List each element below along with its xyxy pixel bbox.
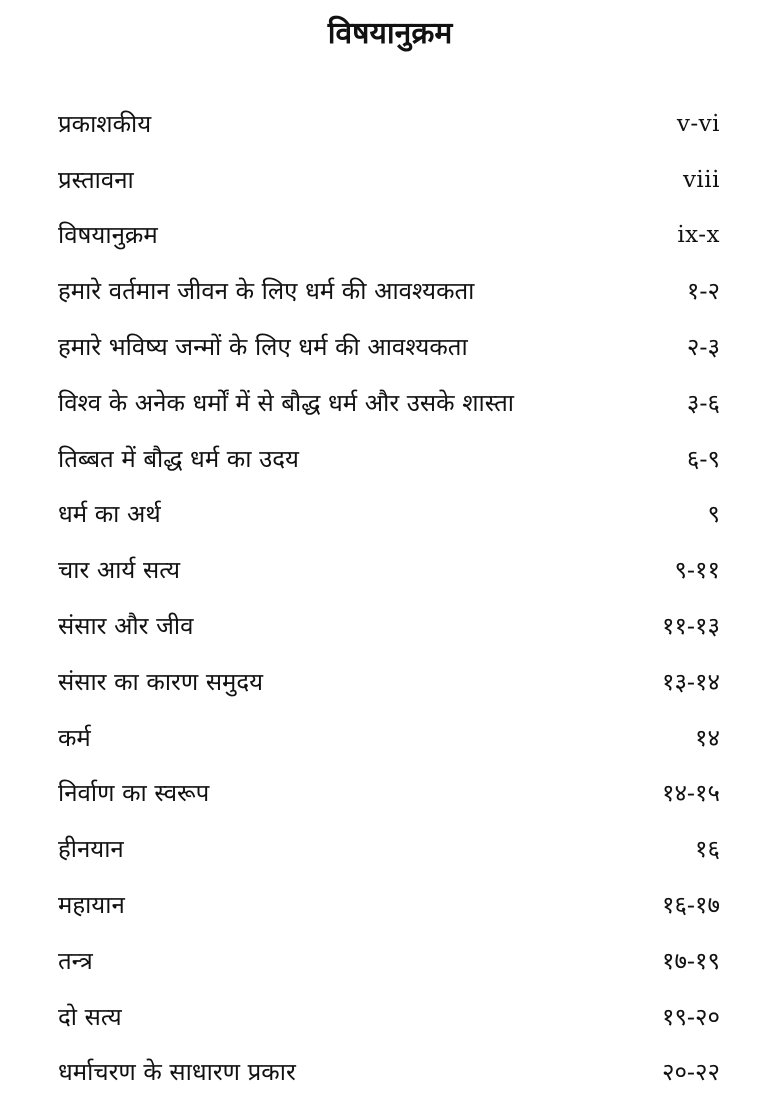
toc-entry-page: v-vi xyxy=(676,110,720,137)
toc-entry-page: ix-x xyxy=(677,222,720,249)
toc-entry-page: viii xyxy=(682,166,720,193)
toc-entry-title: संसार और जीव xyxy=(58,612,194,641)
toc-entry xyxy=(58,208,720,264)
toc-entry xyxy=(58,989,720,1045)
toc-entry-title: धर्म का अर्थ xyxy=(58,500,161,529)
toc-entry-title: कर्म xyxy=(58,723,91,752)
toc-entry-title: चार आर्य सत्य xyxy=(58,556,181,585)
toc-entry xyxy=(58,821,720,877)
toc-entry-page: ९-११ xyxy=(674,556,720,585)
toc-entry xyxy=(58,933,720,989)
toc-entry-page: १६-१७ xyxy=(661,891,720,920)
toc-entry-page: १७-१९ xyxy=(661,946,720,975)
toc-entry xyxy=(58,487,720,543)
toc-entry-page: १४-१५ xyxy=(661,779,720,808)
toc-entry xyxy=(58,152,720,208)
toc-entry-page: ६-९ xyxy=(686,444,720,473)
toc-entry xyxy=(58,375,720,431)
toc-entry-page: १४ xyxy=(695,723,720,752)
toc-entry-title: निर्वाण का स्वरूप xyxy=(58,779,210,808)
toc-entry-title: दो सत्य xyxy=(58,1002,122,1031)
toc-entry xyxy=(58,877,720,933)
table-of-contents xyxy=(58,96,720,1100)
toc-entry-page: ९ xyxy=(707,500,720,529)
toc-entry xyxy=(58,766,720,822)
toc-entry-page: ११-१३ xyxy=(661,612,720,641)
toc-entry-page: १६ xyxy=(695,835,720,864)
toc-entry-page: २०-२२ xyxy=(661,1058,720,1087)
toc-entry xyxy=(58,542,720,598)
toc-entry-title: तिब्बत में बौद्ध धर्म का उदय xyxy=(58,444,299,473)
toc-entry-page: १-२ xyxy=(686,277,720,306)
toc-entry-title: विषयानुक्रम xyxy=(58,221,158,250)
toc-entry xyxy=(58,598,720,654)
toc-entry xyxy=(58,319,720,375)
toc-entry xyxy=(58,654,720,710)
toc-entry xyxy=(58,710,720,766)
toc-entry-title: तन्त्र xyxy=(58,946,93,975)
toc-entry-title: संसार का कारण समुदय xyxy=(58,667,264,696)
toc-entry-title: प्रस्तावना xyxy=(58,165,134,194)
toc-entry-page: ३-६ xyxy=(686,388,720,417)
toc-entry-title: विश्व के अनेक धर्मों में से बौद्ध धर्म और उसके शास्ता xyxy=(58,388,514,417)
toc-entry-title: हमारे भविष्य जन्मों के लिए धर्म की आवश्यकता xyxy=(58,333,468,362)
toc-entry xyxy=(58,263,720,319)
toc-entry-page: २-३ xyxy=(686,333,720,362)
toc-entry-page: १९-२० xyxy=(661,1002,720,1031)
toc-entry-title: हीनयान xyxy=(58,835,124,864)
toc-entry-title: हमारे वर्तमान जीवन के लिए धर्म की आवश्यकता xyxy=(58,277,475,306)
toc-entry xyxy=(58,431,720,487)
toc-entry xyxy=(58,1045,720,1101)
page-title: विषयानुक्रम xyxy=(327,16,453,51)
toc-entry-page: १३-१४ xyxy=(661,667,720,696)
toc-entry-title: महायान xyxy=(58,891,125,920)
toc-entry-title: धर्माचरण के साधारण प्रकार xyxy=(58,1058,296,1087)
toc-entry-title: प्रकाशकीय xyxy=(58,109,152,138)
toc-entry xyxy=(58,96,720,152)
